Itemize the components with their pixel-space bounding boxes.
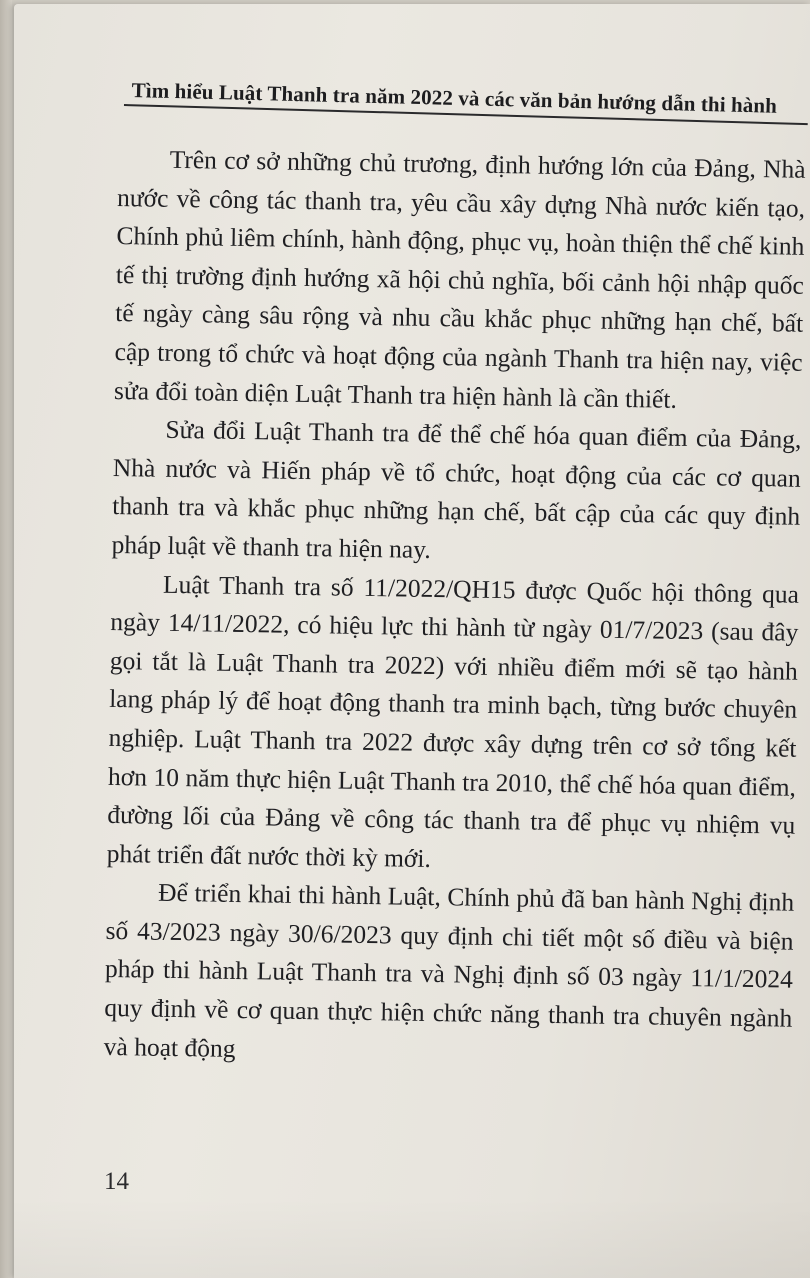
body-text (103, 140, 805, 1077)
paragraph-3: Luật Thanh tra số 11/2022/QH15 được Quốc hội thông qua ngày 14/11/2022, có hiệu lực thi hành từ ngày 01/7/2023 (sau đây gọi tắt là Luật Thanh tra 2022) với nhiều điểm mới sẽ tạo hành lang pháp lý để hoạt động thanh tra minh bạch, từng bước chuyên nghiệp. Luật Thanh tra 2022 được xây dựng trên cơ sở tổng kết hơn 10 năm thực hiện Luật Thanh tra 2010, thể chế hóa quan điểm, đường lối của Đảng về công tác thanh tra để phục vụ nhiệm vụ phát triển đất nước thời kỳ mới. (106, 569, 800, 873)
paragraph-2: Sửa đổi Luật Thanh tra để thể chế hóa quan điểm của Đảng, Nhà nước và Hiến pháp về tổ chức, hoạt động của các cơ quan thanh tra và khắc phục những hạn chế, bất cập của các quy định pháp luật về thanh tra hiện nay. (111, 414, 802, 564)
page-number: 14 (104, 1168, 129, 1195)
paragraph-1: Trên cơ sở những chủ trương, định hướng lớn của Đảng, Nhà nước về công tác thanh tra, yêu cầu xây dựng Nhà nước kiến tạo, Chính phủ liêm chính, hành động, phục vụ, hoàn thiện thể chế kinh tế thị trường định hướng xã hội chủ nghĩa, bối cảnh hội nhập quốc tế ngày càng sâu rộng và nhu cầu khắc phục những hạn chế, bất cập trong tổ chức và hoạt động của ngành Thanh tra hiện nay, việc sửa đổi toàn diện Luật Thanh tra hiện hành là cần thiết. (113, 144, 806, 414)
book-page (14, 4, 810, 1278)
running-header: Tìm hiểu Luật Thanh tra năm 2022 và các văn bản hướng dẫn thi hành (131, 78, 778, 118)
page-shadow (14, 1198, 810, 1278)
page-edge (0, 0, 12, 1278)
paragraph-4: Để triển khai thi hành Luật, Chính phủ đã ban hành Nghị định số 43/2023 ngày 30/6/2023 quy định chi tiết một số điều và biện pháp thi hành Luật Thanh tra và Nghị định số 03 ngày 11/1/2024 quy định về cơ quan thực hiện chức năng thanh tra chuyên ngành và hoạt động (103, 878, 795, 1063)
